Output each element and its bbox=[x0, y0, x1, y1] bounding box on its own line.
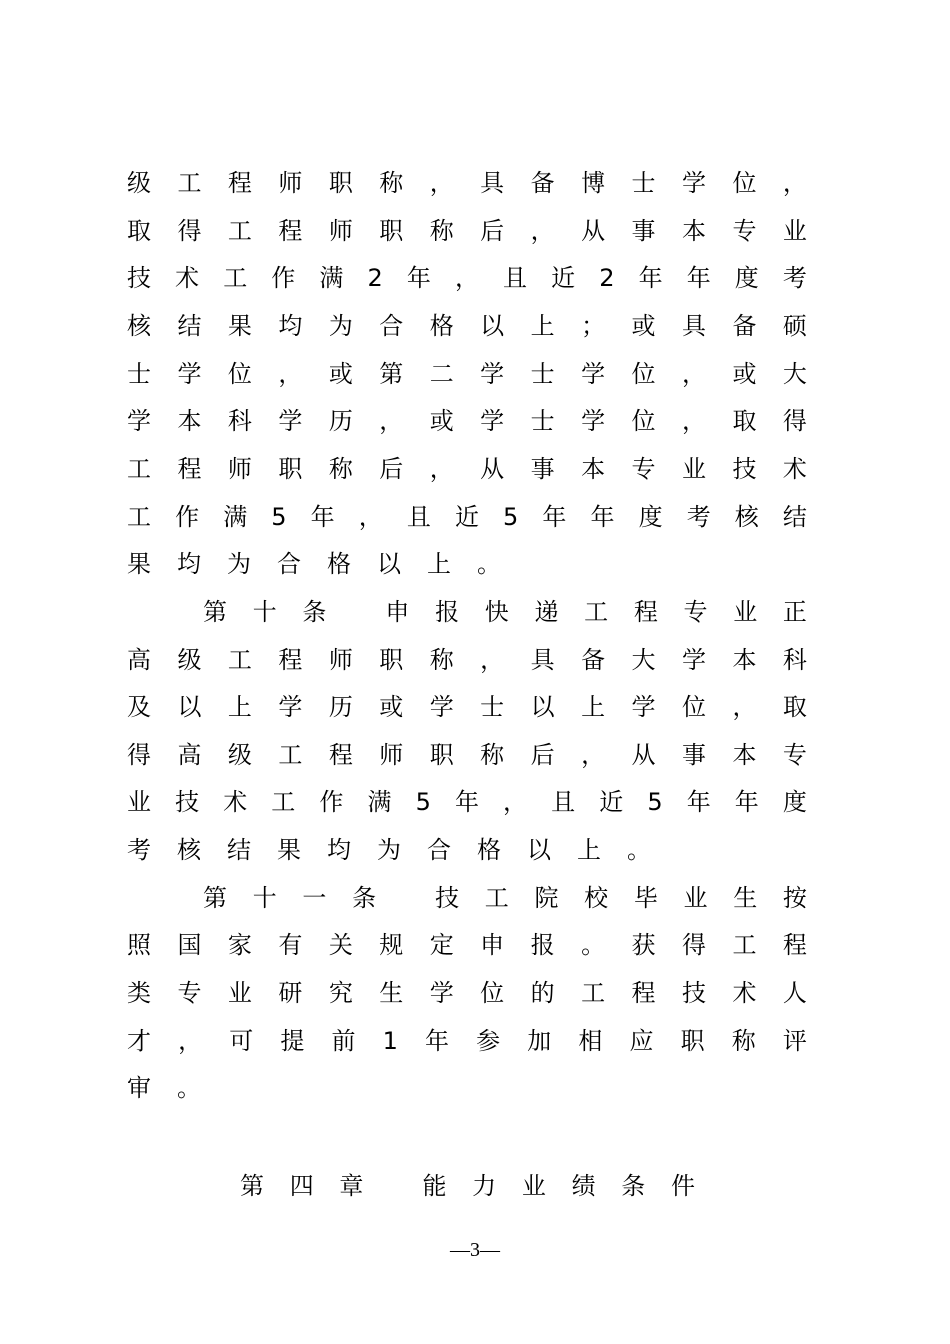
body-line: 得 高 级 工 程 师 职 称 后 ， 从 事 本 专 bbox=[127, 741, 807, 769]
body-line: 取 得 工 程 师 职 称 后 ， 从 事 本 专 业 bbox=[127, 217, 807, 245]
body-line: 学 本 科 学 历 ， 或 学 士 学 位 ， 取 得 bbox=[127, 407, 807, 435]
body-line: 高 级 工 程 师 职 称 ， 具 备 大 学 本 科 bbox=[127, 646, 807, 674]
body-line: 类 专 业 研 究 生 学 位 的 工 程 技 术 人 bbox=[127, 979, 807, 1007]
body-line: 业 技 术 工 作 满 5 年 ， 且 近 5 年 年 度 bbox=[127, 788, 807, 816]
body-line: 才 ， 可 提 前 1 年 参 加 相 应 职 称 评 bbox=[127, 1027, 807, 1055]
article-10-heading-line: 第 十 条 申 报 快 递 工 程 专 业 正 bbox=[203, 598, 807, 626]
page-number: —3— bbox=[450, 1239, 500, 1261]
body-line: 核 结 果 均 为 合 格 以 上 ； 或 具 备 硕 bbox=[127, 312, 807, 340]
body-line: 工 作 满 5 年 ， 且 近 5 年 年 度 考 核 结 bbox=[127, 503, 807, 531]
body-line: 果 均 为 合 格 以 上 。 bbox=[127, 550, 501, 578]
body-line: 技 术 工 作 满 2 年 ， 且 近 2 年 年 度 考 bbox=[127, 264, 807, 292]
body-line: 照 国 家 有 关 规 定 申 报 。 获 得 工 程 bbox=[127, 931, 807, 959]
article-11-heading-line: 第 十 一 条 技 工 院 校 毕 业 生 按 bbox=[203, 884, 807, 912]
body-line: 级 工 程 师 职 称 ， 具 备 博 士 学 位 ， bbox=[127, 169, 807, 197]
chapter-heading: 第 四 章 能 力 业 绩 条 件 bbox=[240, 1171, 695, 1200]
body-line: 及 以 上 学 历 或 学 士 以 上 学 位 ， 取 bbox=[127, 693, 807, 721]
body-line: 士 学 位 ， 或 第 二 学 士 学 位 ， 或 大 bbox=[127, 360, 807, 388]
body-line: 工 程 师 职 称 后 ， 从 事 本 专 业 技 术 bbox=[127, 455, 807, 483]
body-line: 审 。 bbox=[127, 1074, 201, 1102]
body-line: 考 核 结 果 均 为 合 格 以 上 。 bbox=[127, 836, 651, 864]
